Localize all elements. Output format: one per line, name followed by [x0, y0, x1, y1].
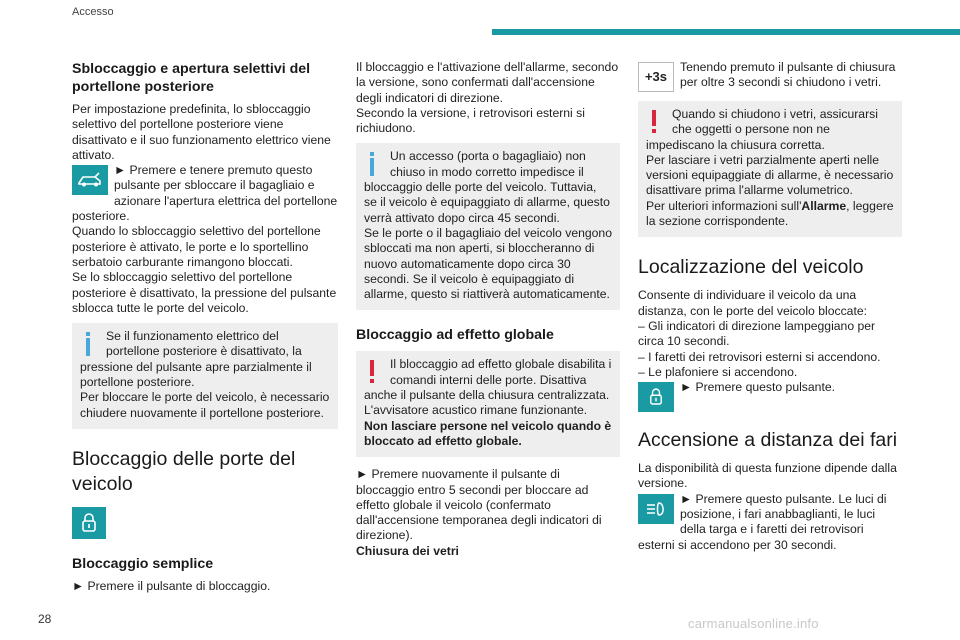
list-item: – Gli indicatori di direzione lampeggiano per circa 10 secondi.	[638, 318, 876, 349]
heading-locking: Bloccaggio delle porte del veicolo	[72, 447, 296, 495]
heading-remote-lights: Accensione a distanza dei fari	[638, 429, 898, 452]
heading-simple-lock: Bloccaggio semplice	[72, 555, 214, 572]
header-bar	[492, 29, 960, 35]
info-note-2	[356, 143, 620, 310]
para-press-again: ► Premere nuovamente il pulsante di bloccaggio entro 5 secondi per bloccare ad effetto globale il veicolo (confermato dall'accensione temporanea degli indicatori di direzione).	[356, 467, 602, 543]
lock-button-icon	[72, 507, 106, 539]
warning-note-1	[356, 351, 620, 457]
heading-global-lock: Bloccaggio ad effetto globale	[356, 327, 554, 344]
para-availability: La disponibilità di questa funzione dipende dalla versione.	[638, 461, 897, 491]
headlight-button-icon	[638, 494, 674, 524]
note1-text-b: Per bloccare le porte del veicolo, è necessario chiudere nuovamente il portellone posteriore.	[80, 390, 330, 420]
info-note-1	[72, 323, 338, 429]
info-icon	[364, 150, 382, 176]
lock-button-icon	[638, 382, 674, 412]
list-item: – I faretti dei retrovisori esterni si accendono.	[638, 349, 881, 364]
heading-locate: Localizzazione del veicolo	[638, 256, 864, 279]
para-confirm: Il bloccaggio e l'attivazione dell'allarme, secondo la versione, sono confermati dall'accensione degli indicatori di direzione.	[356, 60, 619, 105]
para-press-hold: ► Premere e tenere premuto questo pulsante per sbloccare il bagagliaio e azionare l'apertura elettrica del portellone posteriore.	[72, 163, 338, 224]
para-mirrors: Secondo la versione, i retrovisori esterni si richiudono.	[356, 105, 585, 136]
tailgate-button-icon	[72, 165, 108, 195]
info-icon	[80, 330, 98, 356]
warn2-text-a: Quando si chiudono i vetri, assicurarsi che oggetti o persone non ne impediscano la chiusura corretta.	[646, 107, 878, 152]
para-default: Per impostazione predefinita, lo sbloccaggio selettivo del portellone posteriore viene disattivato e il suo funzionamento elettrico viene attivato.	[72, 102, 331, 162]
para-when-off: Se lo sbloccaggio selettivo del portellone posteriore è disattivato, la pressione del pulsante sblocca tutte le porte del veicolo.	[72, 270, 337, 315]
para-simple-lock: ► Premere il pulsante di bloccaggio.	[72, 578, 271, 593]
note2-text-b: Se le porte o il bagagliaio del veicolo vengono sbloccati ma non aperti, si bloccheranno di nuovo automaticamente dopo circa 30 secondi. Se il veicolo è equipaggiato di allarme, questo si riattiverà automaticamente.	[364, 225, 612, 302]
list-item: – Le plafoniere si accendono.	[638, 364, 798, 379]
para-lights: ► Premere questo pulsante. Le luci di posizione, i fari anabbaglianti, le luci della targa e i faretti dei retrovisori esterni si accendono per 30 secondi.	[638, 491, 887, 552]
column-2	[356, 60, 620, 559]
para-press-button: ► Premere questo pulsante.	[680, 380, 836, 395]
warn2-text-b: Per lasciare i vetri parzialmente aperti nelle versioni equipaggiate di allarme, è necessario disattivare prima l'allarme volumetrico.	[646, 152, 894, 198]
plus-3s-icon: +3s	[638, 62, 674, 92]
page-number: 28	[38, 612, 52, 626]
watermark: carmanualsonline.info	[688, 616, 819, 631]
heading-selective-unlock: Sbloccaggio e apertura selettivi del portellone posteriore	[72, 61, 311, 95]
warn2-text-c: Per ulteriori informazioni sull'Allarme, leggere la sezione corrispondente.	[646, 198, 894, 229]
para-locate: Consente di individuare il veicolo da una distanza, con le porte del veicolo bloccate:	[638, 288, 867, 318]
section-header: Accesso	[72, 6, 114, 18]
column-1	[72, 60, 338, 594]
warn1-text-a: Il bloccaggio ad effetto globale disabilita i comandi interni delle porte. Disattiva anche il pulsante della chiusura centralizzata. L'avvisatore acustico rimane funzionante.	[364, 357, 612, 418]
warning-icon	[646, 108, 664, 134]
para-when-on: Quando lo sbloccaggio selettivo del portellone posteriore è attivato, le porte e lo sportellino serbatoio carburante rimangono bloccati.	[72, 224, 321, 269]
column-3	[638, 60, 902, 553]
para-hold-close: Tenendo premuto il pulsante di chiusura per oltre 3 secondi si chiudono i vetri.	[680, 60, 896, 90]
para-windows: Chiusura dei vetri	[356, 543, 459, 558]
warning-note-2	[638, 101, 902, 237]
note2-text-a: Un accesso (porta o bagagliaio) non chiuso in modo corretto impedisce il bloccaggio delle porte del veicolo. Tuttavia, se il veicolo è equipaggiato di allarme, questo verrà attivato dopo circa 45 secondi.	[364, 149, 610, 225]
warning-icon	[364, 358, 382, 384]
warn1-text-b: Non lasciare persone nel veicolo quando è bloccato ad effetto globale.	[364, 418, 612, 448]
note1-text-a: Se il funzionamento elettrico del portellone posteriore è disattivato, la pressione del pulsante apre parzialmente il portellone posteriore.	[80, 329, 312, 390]
